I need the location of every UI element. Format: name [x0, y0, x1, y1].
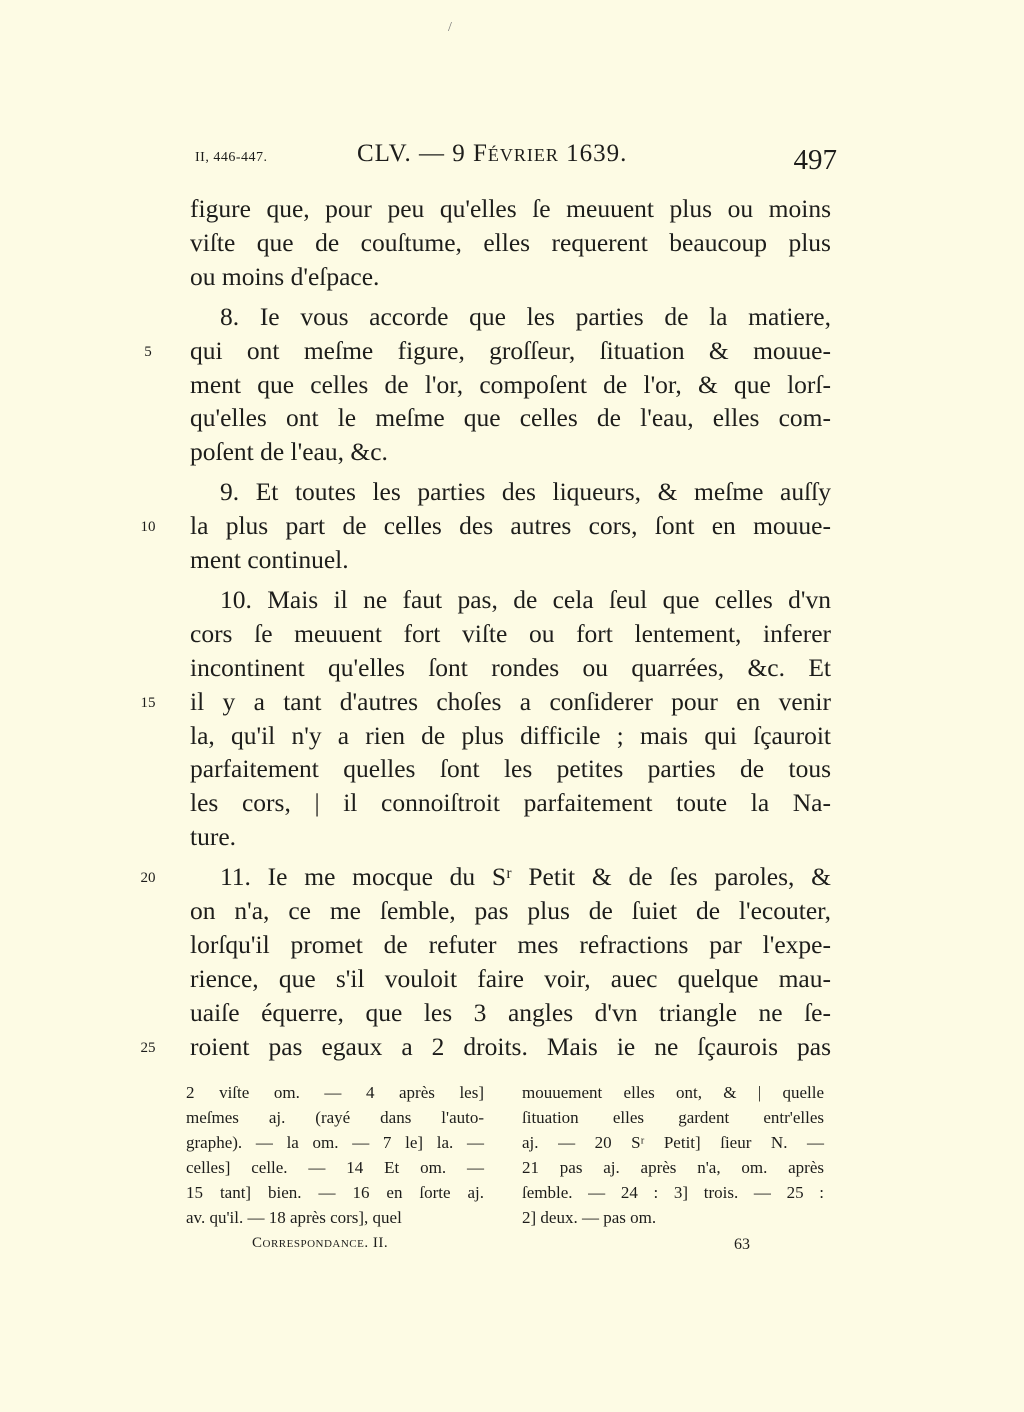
footnote-line: mouuement elles ont, & | quelle: [522, 1083, 824, 1102]
signature-mark: Correspondance. II.: [252, 1235, 389, 1251]
footnote-line: aj. — 20 Sʳ Petit] ſieur N. —: [522, 1133, 824, 1152]
text-line: la plus part de celles des autres cors, ſont en mouue-: [190, 511, 831, 541]
text-line: la, qu'il n'y a rien de plus difficile ; mais qui ſçauroit: [190, 720, 831, 750]
header-title-year: 1639.: [558, 140, 628, 167]
text-line: les cors, | il connoiſtroit parfaitement toute la Na-: [190, 788, 831, 818]
text-line: on n'a, ce me ſemble, pas plus de ſuiet de l'ecouter,: [190, 896, 831, 925]
stray-mark: /: [448, 20, 452, 35]
line-number: 25: [140, 1039, 156, 1056]
header-title-month: Février: [472, 140, 559, 167]
header-title: [357, 140, 627, 168]
text-line: il y a tant d'autres choſes a conſiderer pour en venir: [190, 686, 831, 716]
footnotes-left-column: [186, 1080, 484, 1230]
footnote-line: 15 tant] bien. — 16 en ſorte aj.: [186, 1183, 484, 1202]
header-reference: II, 446-447.: [195, 150, 268, 165]
text-line: parfaitement quelles ſont les petites parties de tous: [190, 754, 831, 784]
line-number: 20: [140, 870, 156, 887]
text-line: uaiſe équerre, que les 3 angles d'vn triangle ne ſe-: [190, 997, 831, 1027]
footnote-line: 2] deux. — pas om.: [522, 1208, 657, 1227]
text-line: ture.: [190, 822, 237, 852]
text-line: lorſqu'il promet de refuter mes refractions par l'expe-: [190, 929, 831, 959]
footnotes-right-column: [522, 1080, 824, 1230]
text-line: rience, que s'il vouloit faire voir, auec quelque mau-: [190, 963, 831, 993]
line-number: 15: [140, 694, 156, 711]
text-line: ment continuel.: [190, 545, 349, 574]
text-line: ou moins d'eſpace.: [190, 261, 380, 291]
page-header: [195, 140, 835, 180]
page-number: 497: [793, 144, 837, 176]
text-line: 9. Et toutes les parties des liqueurs, & meſme auſſy: [220, 477, 831, 507]
line-number: 5: [144, 343, 152, 360]
text-line: poſent de l'eau, &c.: [190, 437, 388, 467]
text-line: figure que, pour peu qu'elles ſe meuuent plus ou moins: [190, 194, 831, 223]
footnote-line: graphe). — la om. — 7 le] la. —: [186, 1133, 484, 1152]
header-title-prefix: CLV. — 9: [357, 140, 473, 167]
line-number: 10: [140, 519, 156, 536]
text-line: 10. Mais il ne faut pas, de cela ſeul que celles d'vn: [220, 584, 831, 614]
footnote-line: av. qu'il. — 18 après cors], quel: [186, 1208, 402, 1227]
signature-number: 63: [734, 1236, 750, 1253]
footnote-line: 21 pas aj. après n'a, om. après: [522, 1158, 824, 1177]
text-line: qu'elles ont le meſme que celles de l'eau, elles com-: [190, 403, 831, 433]
footnote-line: meſmes aj. (rayé dans l'auto-: [186, 1108, 484, 1127]
text-line: incontinent qu'elles ſont rondes ou quarrées, &c. Et: [190, 652, 831, 682]
text-line: ment que celles de l'or, compoſent de l'or, & que lorſ-: [190, 369, 831, 399]
text-line: cors ſe meuuent fort viſte ou fort lentement, inferer: [190, 618, 831, 648]
text-line: 11. Ie me mocque du Sʳ Petit & de ſes paroles, &: [220, 862, 831, 892]
text-line: qui ont meſme figure, groſſeur, ſituation & mouue-: [190, 335, 831, 365]
text-line: 8. Ie vous accorde que les parties de la matiere,: [220, 301, 831, 331]
text-line: viſte que de couſtume, elles requerent beaucoup plus: [190, 227, 831, 257]
footnote-line: ſituation elles gardent entr'elles: [522, 1108, 824, 1127]
footnote-line: celles] celle. — 14 Et om. —: [186, 1158, 484, 1177]
footnote-line: ſemble. — 24 : 3] trois. — 25 :: [522, 1183, 824, 1202]
footnote-line: 2 viſte om. — 4 après les]: [186, 1083, 484, 1102]
text-line: roient pas egaux a 2 droits. Mais ie ne ſçaurois pas: [190, 1031, 831, 1061]
